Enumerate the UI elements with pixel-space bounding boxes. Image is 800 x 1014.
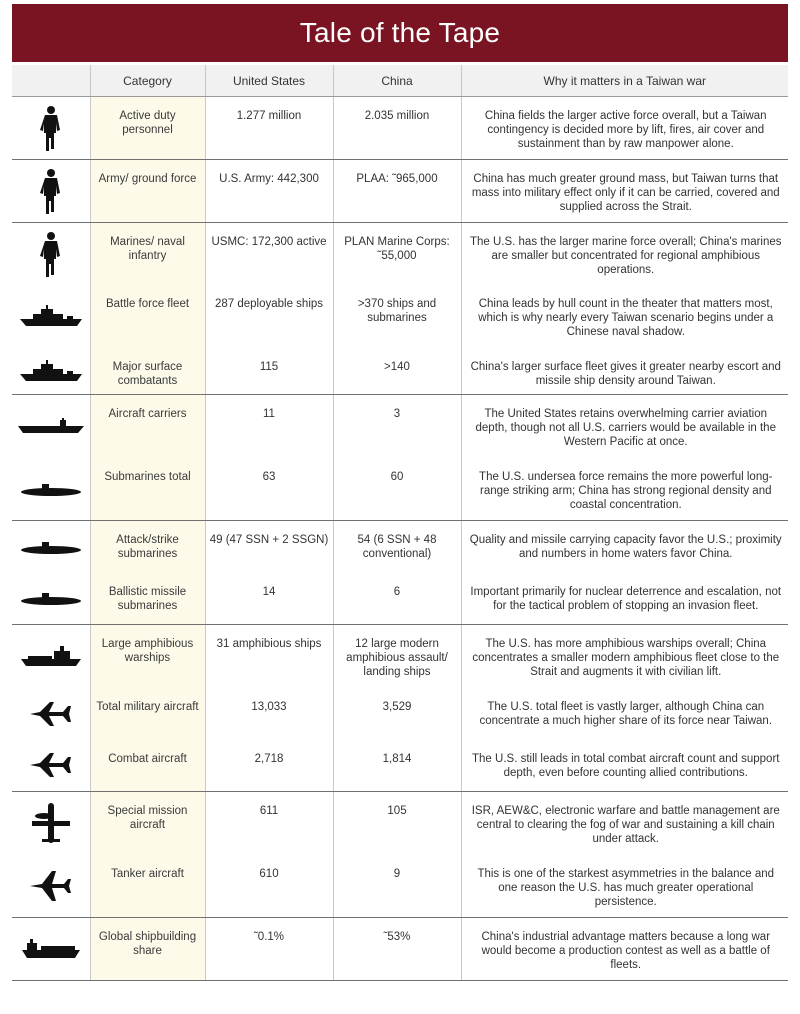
row-icon [12,573,90,625]
row-icon [12,458,90,521]
us-value-cell: 49 (47 SSN + 2 SSGN) [205,521,333,573]
row-icon [12,285,90,348]
table-row [12,160,788,223]
why-it-matters-cell: The U.S. undersea force remains the more powerful long-range striking arm; China has strong regional density and coastal concentration. [461,458,788,521]
table-row [12,97,788,160]
row-icon [12,348,90,395]
table-row [12,740,788,792]
category-cell: Combat aircraft [90,740,205,792]
china-value-cell: PLAN Marine Corps: ˜55,000 [333,223,461,285]
tanker-aircraft-icon [12,867,90,905]
category-cell: Marines/ naval infantry [90,223,205,285]
table-row [12,918,788,981]
soldier-icon [12,231,90,277]
us-value-cell: 63 [205,458,333,521]
amphibious-ship-icon [12,645,90,667]
soldier-icon [12,105,90,151]
why-it-matters-cell: The U.S. still leads in total combat aircraft count and support depth, even before counting allied contributions. [461,740,788,792]
china-value-cell: 54 (6 SSN + 48 conventional) [333,521,461,573]
why-it-matters-cell: ISR, AEW&C, electronic warfare and battle management are central to clearing the fog of war and sustaining a kill chain under attack. [461,792,788,855]
us-value-cell: 115 [205,348,333,395]
category-cell: Total military aircraft [90,688,205,740]
row-icon [12,625,90,688]
category-column-header: Category [90,65,205,97]
china-value-cell: >140 [333,348,461,395]
china-value-cell: 2.035 million [333,97,461,160]
table-row [12,855,788,918]
why-it-matters-cell: The United States retains overwhelming carrier aviation depth, though not all U.S. carriers would be available in the Western Pacific at once. [461,395,788,458]
table-row [12,348,788,395]
china-value-cell: 12 large modern amphibious assault/ landing ships [333,625,461,688]
table-row [12,521,788,573]
category-cell: Major surface combatants [90,348,205,395]
category-cell: Tanker aircraft [90,855,205,918]
fighter-jet-icon [12,748,90,782]
row-icon [12,223,90,285]
fighter-jet-icon [12,697,90,731]
warship-icon [12,305,90,327]
us-value-cell: 31 amphibious ships [205,625,333,688]
soldier-icon [12,168,90,214]
china-value-cell: 1,814 [333,740,461,792]
row-icon [12,97,90,160]
china-value-cell: 3 [333,395,461,458]
category-cell: Large amphibious warships [90,625,205,688]
table-row [12,792,788,855]
china-value-cell: >370 ships and submarines [333,285,461,348]
category-cell: Army/ ground force [90,160,205,223]
us-value-cell: 13,033 [205,688,333,740]
category-cell: Ballistic missile submarines [90,573,205,625]
why-it-matters-cell: The U.S. has the larger marine force overall; China's marines are smaller but concentrated for regional amphibious operations. [461,223,788,285]
table-row [12,625,788,688]
row-icon [12,521,90,573]
us-value-cell: 14 [205,573,333,625]
warship-icon [12,360,90,382]
why-it-matters-cell: China's industrial advantage matters because a long war would become a production contest as well as a battle of fleets. [461,918,788,981]
us-value-cell: USMC: 172,300 active [205,223,333,285]
category-cell: Attack/strike submarines [90,521,205,573]
china-value-cell: PLAA: ˜965,000 [333,160,461,223]
us-column-header: United States [205,65,333,97]
table-row [12,688,788,740]
category-cell: Active duty personnel [90,97,205,160]
submarine-icon [12,539,90,555]
why-it-matters-cell: The U.S. total fleet is vastly larger, although China can concentrate a much higher share of its force near Taiwan. [461,688,788,740]
page-title: Tale of the Tape [299,17,501,48]
why-it-matters-cell: China's larger surface fleet gives it greater nearby escort and missile ship density around Taiwan. [461,348,788,395]
china-value-cell: 3,529 [333,688,461,740]
why-it-matters-cell: China fields the larger active force overall, but a Taiwan contingency is decided more by lift, fires, air cover and sustainment than by raw manpower alone. [461,97,788,160]
china-value-cell: 105 [333,792,461,855]
row-icon [12,688,90,740]
submarine-icon [12,590,90,606]
title-banner [12,4,788,62]
table-row [12,458,788,521]
header-row [12,65,788,97]
china-value-cell: 6 [333,573,461,625]
us-value-cell: 11 [205,395,333,458]
why-it-matters-cell: This is one of the starkest asymmetries in the balance and one reason the U.S. has much greater operational persistence. [461,855,788,918]
tale-of-the-tape-table [12,65,788,981]
table-row [12,395,788,458]
us-value-cell: 610 [205,855,333,918]
category-cell: Global shipbuilding share [90,918,205,981]
why-it-matters-cell: The U.S. has more amphibious warships overall; China concentrates a smaller modern amphibious fleet close to the Strait and augments it with civilian lift. [461,625,788,688]
table-row [12,285,788,348]
why-it-matters-cell: China has much greater ground mass, but Taiwan turns that mass into military effect only if it can be carried, covered and supplied across the Strait. [461,160,788,223]
row-icon [12,918,90,981]
us-value-cell: 611 [205,792,333,855]
category-cell: Special mission aircraft [90,792,205,855]
row-icon [12,792,90,855]
table-row [12,223,788,285]
carrier-icon [12,418,90,434]
us-value-cell: 1.277 million [205,97,333,160]
row-icon [12,395,90,458]
submarine-icon [12,481,90,497]
table-row [12,573,788,625]
why-it-matters-cell: Important primarily for nuclear deterrence and escalation, not for the tactical problem of stopping an invasion fleet. [461,573,788,625]
category-cell: Aircraft carriers [90,395,205,458]
china-column-header: China [333,65,461,97]
awacs-icon [12,801,90,845]
row-icon [12,160,90,223]
china-value-cell: ˜53% [333,918,461,981]
category-cell: Battle force fleet [90,285,205,348]
us-value-cell: U.S. Army: 442,300 [205,160,333,223]
cargo-ship-icon [12,939,90,959]
why-column-header: Why it matters in a Taiwan war [461,65,788,97]
row-icon [12,740,90,792]
row-icon [12,855,90,918]
category-cell: Submarines total [90,458,205,521]
china-value-cell: 9 [333,855,461,918]
china-value-cell: 60 [333,458,461,521]
us-value-cell: 287 deployable ships [205,285,333,348]
why-it-matters-cell: China leads by hull count in the theater that matters most, which is why nearly every Taiwan scenario begins under a Chinese naval shadow. [461,285,788,348]
us-value-cell: 2,718 [205,740,333,792]
icon-column-header [12,65,90,97]
why-it-matters-cell: Quality and missile carrying capacity favor the U.S.; proximity and numbers in home waters favor China. [461,521,788,573]
us-value-cell: ˜0.1% [205,918,333,981]
